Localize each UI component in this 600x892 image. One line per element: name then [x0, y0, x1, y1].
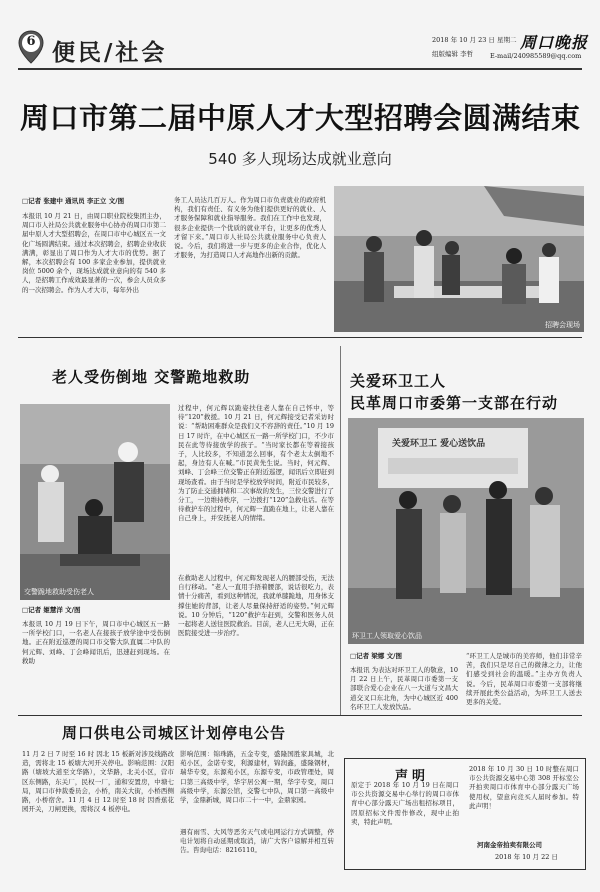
page-number: 6 [26, 34, 36, 49]
column-divider [340, 346, 341, 716]
paper-name-logo: 周口晚报 [520, 33, 589, 52]
police-rescue-image [20, 404, 170, 600]
story2-photo-caption: 交警跪地救助受伤老人 [24, 588, 94, 596]
lead-byline: □记者 张建中 通讯员 李正立 文/图 [22, 197, 125, 205]
story3-column-2: “环卫工人是城市的美容师，他们非常辛苦，我们只是尽自己的微薄之力，让他们感受到社会的温暖。”主办方负责人说。今后，民革周口市委第一支部将继续开展此类公益活动，为环卫工人送去更多的关爱。 [466, 652, 582, 707]
story3-headline-line2: 民革周口市委第一支部在行动 [350, 394, 559, 412]
notice-title: 声明 [395, 769, 430, 784]
masthead-rule [18, 68, 582, 70]
notice-signer: 河南金帝拍卖有限公司 [477, 841, 542, 849]
lead-headline: 周口市第二届中原人才大型招聘会圆满结束 [20, 101, 581, 135]
notice-box [344, 758, 586, 870]
lead-bottom-rule [18, 337, 582, 338]
story4-headline: 周口供电公司城区计划停电公告 [62, 724, 287, 742]
story2-photo [20, 404, 170, 600]
story3-column-1: 本报讯 为表达对环卫工人的敬意，10 月 22 日上午，民革周口市委第一支部联合爱心企业在八一大道与文昌大道交叉口东北角，为中心城区近 400 名环卫工人发放饮品。 [350, 666, 458, 711]
story-bottom-rule [18, 715, 582, 716]
date-line: 2018 年 10 月 23 日 星期二 [432, 36, 517, 44]
story2-headline: 老人受伤倒地 交警跪地救助 [52, 368, 251, 386]
lead-column-1: 本报讯 10 月 21 日，由周口职业院校集团主办，周口市人社局公共就业服务中心协办的周口市第二届中原人才大型招聘会，在周口市中心城区五一文化广场圆满结束。通过本次招聘会，招聘企业收获满满，彰显出了周口作为人才大市的优势。据了解，本次招聘会有 100 多家企业参加，提供就业岗位 5000 余个，现场达成就业意向的有 540 多人，是招聘工作成效最显著的一次，参会人员众多的一次招聘会。作为人才大市，每年外出 [22, 212, 166, 294]
story4-note: 遇有雨雪、大风等恶劣天气或电网运行方式调整，停电计划将自动延期或取消，请广大客户谅解并相互转告。咨询电话：8216110。 [180, 828, 334, 855]
story3-photo [348, 418, 584, 644]
story2-column-1: 本报讯 10 月 19 日下午，周口市中心城区五一路一所学校门口，一名老人在接孩子放学途中受伤倒地。正在附近巡逻的周口市交警大队直属二中队的何元辉、刘峰、丁会峰闻讯后，迅速赶到现场。在救助 [22, 620, 170, 665]
section-title: 便民/社会 [52, 39, 168, 66]
story2-byline: □记者 姬慧洋 文/图 [22, 606, 81, 614]
lead-subhead: 540 多人现场达成就业意向 [208, 150, 392, 168]
story3-headline-line1: 关爱环卫工人 [350, 372, 447, 390]
notice-date: 2018 年 10 月 22 日 [495, 853, 558, 861]
story2-column-3: 在救助老人过程中，何元辉发现老人的腰部受伤，无法自行移动。“老人一直用手捂着腰部，说话很吃力，表情十分痛苦，看到这种情况，我就单膝跪地，用身体支撑住她的背部，让老人尽量保持舒适的姿势。”何元辉说。10 分钟后，“120”救护车赶到，交警和医务人员一起将老人送往医院救治。目前，老人已无大碍，正在医院接受进一步治疗。 [178, 574, 334, 638]
email-line: E-mail/240985589@qq.com [490, 52, 582, 60]
story3-banner-text: 关爱环卫工 爱心送饮品 [392, 439, 486, 449]
story3-byline: □记者 梁娜 文/图 [350, 652, 403, 660]
story2-column-2: 过程中，何元辉以跪姿扶住老人靠在自己怀中，等待“120”救援。10 月 21 日，何元辉接受记者采访时说：“帮助困难群众是我们义不容辞的责任。”10 月 19 日 17 时许，在中心城区五一路一所学校门口，不少市民在此等待接放学的孩子。“当时家长都在等着接孩子，人比较多，不知道怎么回事，有个老太太倒地不起，身边有人在喊。”市民黄先生说。当时，何元辉、刘峰、丁会峰三位交警正在附近巡逻，闻讯后立即赶到现场查看。由于当时是学校放学时间，附近市民较多，为了防止交通拥堵和二次事故的发生，三位交警进行了分工，一边维持秩序，一边拨打“120”急救电话。在等待救护车的过程中，何元辉一直跪在地上，让老人靠在自己身上，并安抚老人的情绪。 [178, 404, 334, 523]
notice-column-2: 2018 年 10 月 30 日 10 时整在周口市公共资源交易中心第 308 开标室公开拍卖周口市体育中心部分露天广场使用权，望意向竞买人届时参加。特此声明！ [469, 765, 579, 810]
job-fair-scene-image [334, 186, 584, 332]
sanitation-workers-image [348, 418, 584, 644]
page-number-badge [18, 30, 44, 64]
lead-column-2: 务工人员达几百万人。作为周口市负责就业的政府机构，我们有责任、有义务为他们提供更好的就业、人才服务保障和就业指导服务。我们在工作中也发现，很多企业提供一个优质的就业平台，让更多的优秀人才留下来。”周口市人社局公共就业服务中心负责人说。今后，我们将进一步与更多的企业合作，优化人才服务，为打造周口人才高地作出新的贡献。 [174, 196, 326, 260]
story3-photo-caption: 环卫工人领取爱心饮品 [352, 632, 422, 640]
story4-column-2: 影响范围：锦珠路，五金专变，盛隆国胜家具城，北苑小区，金诺专变，利源建材，锦润鑫，盛隆钢材，瑞华专变，东源苑小区，东源专变，市政管理处，周口第三高级中学，华宇居公寓一期，华宇专变，周口高级中学，东源公馆，交警七中队，周口第一高级中学，金鼎新城，周口市二十一中，金鼎家园。 [180, 750, 334, 805]
editor-line: 组版编辑 李哲 [432, 50, 474, 58]
story4-column-1: 11 月 2 日 7 时至 16 时 因北 15 板新对涉及线路改造，需将北 15 板塘大河开关停电。影响范围：汉阳路（塘坡大道至文华路），文华路，北关小区，营市区东侧路，东关厂，民权一厂，通和安置房，中塘七局，周口市仲裁委员会，小桥，南关大街，小桥西侧路，小桥宿舍。11 月 4 日 12 时至 18 时 因香蕉花园开关，刀闸更换，需将汉 4 板停电。 [22, 750, 174, 814]
notice-column-1: 原定于 2018 年 10 月 19 日在周口市公共资源交易中心举行的周口市体育中心部分露天广场出租招标项目，因原招标文件需作修改，现中止拍卖，特此声明。 [351, 781, 459, 826]
lead-photo [334, 186, 584, 332]
lead-photo-caption: 招聘会现场 [545, 321, 580, 329]
